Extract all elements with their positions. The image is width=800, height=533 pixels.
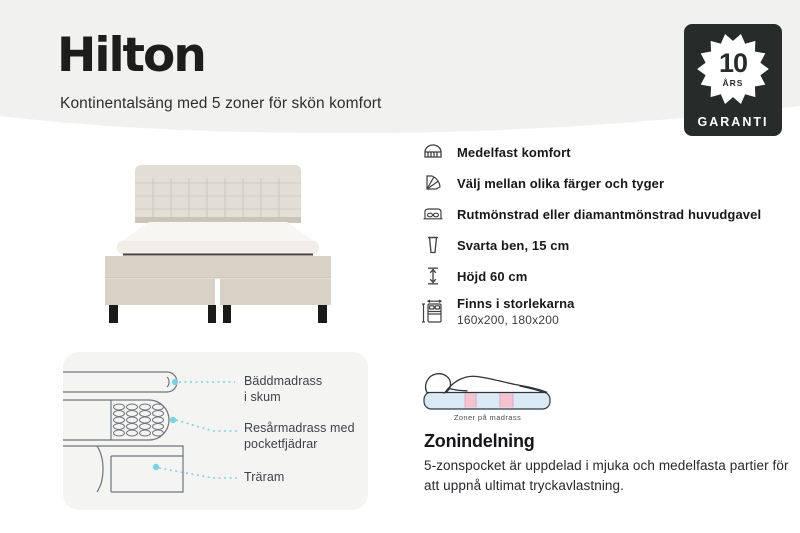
zones-caption: Zoner på madrass [453, 413, 522, 422]
construction-card [63, 352, 368, 510]
zoning-heading: Zonindelning [424, 431, 535, 451]
feature-label: Rutmönstrad eller diamantmönstrad huvudgavel [457, 206, 762, 222]
feature-label: Välj mellan olika färger och tyger [457, 175, 665, 191]
page-title: Hilton [57, 28, 205, 83]
feature-row-legs [420, 234, 792, 256]
feature-label: Medelfast komfort [457, 144, 571, 160]
feature-label: Svarta ben, 15 cm [457, 237, 570, 253]
warranty-years: 10 [718, 48, 748, 78]
height-icon [420, 265, 446, 287]
feature-row-fabrics [420, 172, 792, 194]
feature-label [457, 296, 575, 327]
layer-label-topper: Bäddmadrass i skum [244, 374, 323, 404]
starburst-seal [694, 30, 772, 108]
feature-row-height [420, 265, 792, 287]
layer-label-springs: Resårmadrass med pocketfjädrar [244, 421, 355, 451]
zones-mattress-illustration [420, 364, 555, 414]
feature-list [420, 141, 792, 336]
swatches-icon [420, 172, 446, 194]
bed-illustration [93, 159, 345, 329]
headboard-icon [420, 203, 446, 225]
feature-row-comfort [420, 141, 792, 163]
warranty-badge [684, 24, 782, 136]
feature-row-sizes [420, 296, 792, 327]
leg-icon [420, 234, 446, 256]
page-subtitle: Kontinentalsäng med 5 zoner för skön komfort [60, 95, 382, 112]
layer-label-frame: Träram [244, 470, 285, 484]
feature-row-headboard [420, 203, 792, 225]
warranty-label: GARANTI [697, 115, 769, 129]
feature-label: Höjd 60 cm [457, 268, 528, 284]
mattress-icon [420, 141, 446, 163]
feature-label-main: Finns i storlekarna [457, 296, 575, 311]
zoning-description: 5-zonspocket är uppdelad i mjuka och medelfasta partier för att uppnå ultimat tryckavlastning. [424, 458, 789, 493]
warranty-unit: ÅRS [722, 78, 744, 88]
feature-sizes-values: 160x200, 180x200 [457, 313, 559, 327]
sizes-icon [420, 299, 446, 325]
